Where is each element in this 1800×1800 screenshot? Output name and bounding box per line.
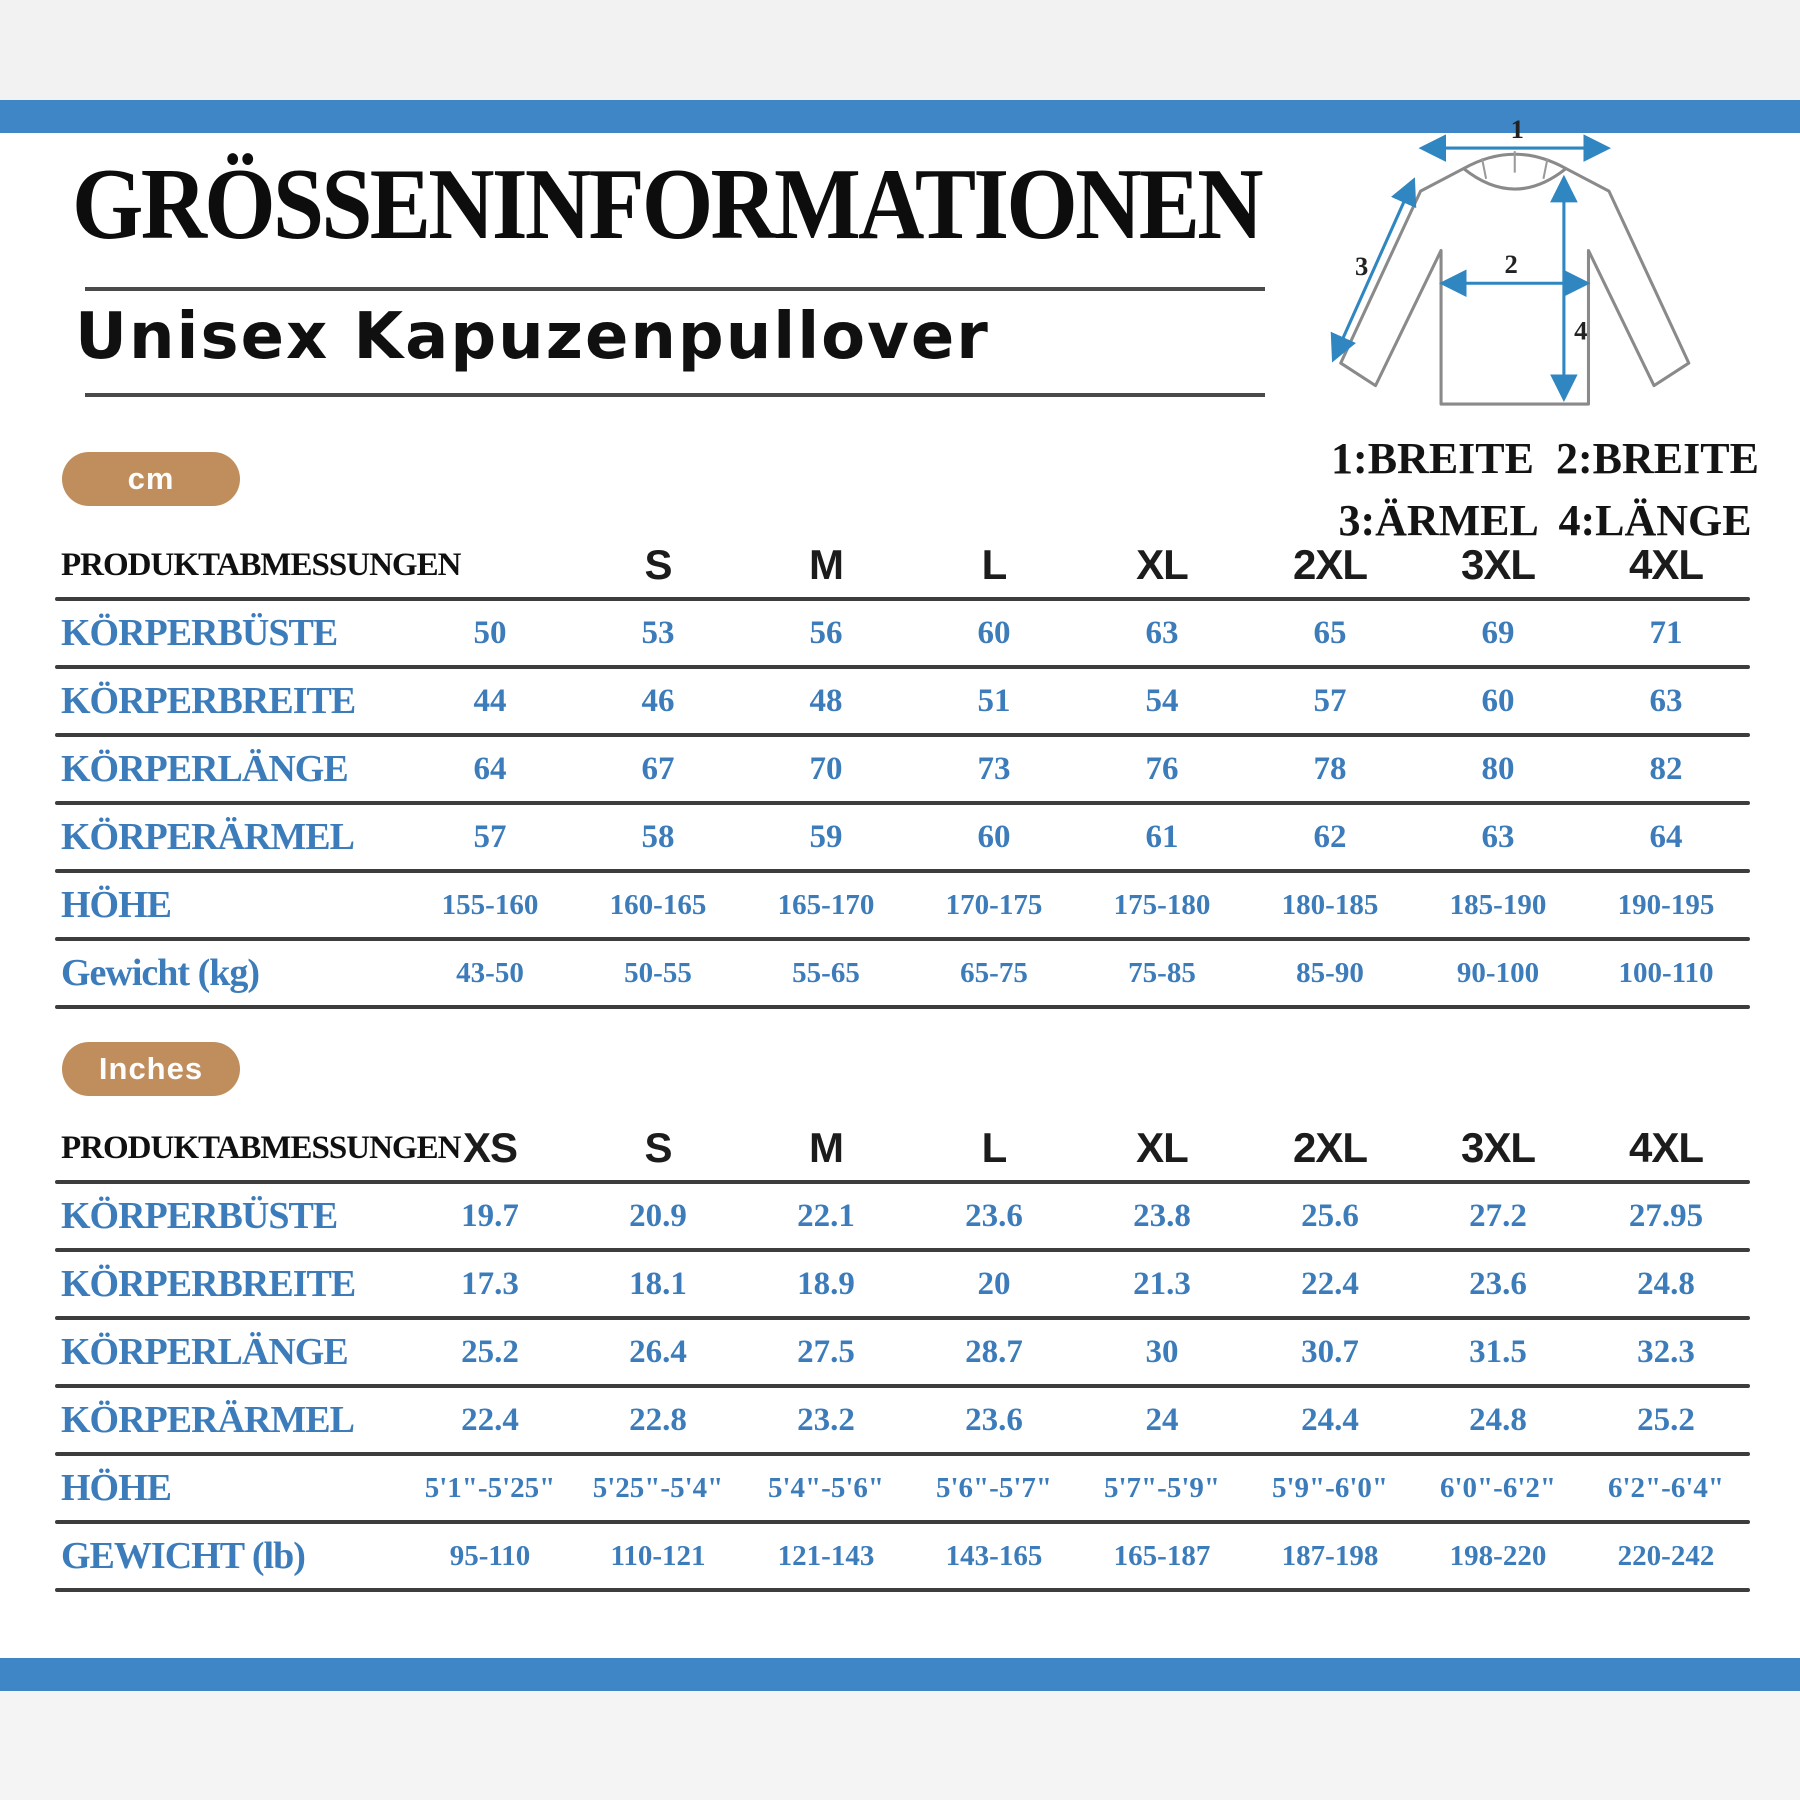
size-column-header: 2XL xyxy=(1292,1124,1368,1171)
page-title: GRÖSSENINFORMATIONEN xyxy=(72,148,1261,261)
cell-value: 17.3 xyxy=(461,1265,519,1302)
cell-value: 53 xyxy=(641,614,675,651)
cell-value: 63 xyxy=(1649,682,1683,719)
cell-value: 190-195 xyxy=(1617,888,1715,921)
row-label: KÖRPERBREITE xyxy=(61,1263,356,1305)
cell-value: 18.9 xyxy=(797,1265,855,1302)
table-row xyxy=(55,601,1750,665)
cell-value: 70 xyxy=(809,750,843,787)
cell-value: 60 xyxy=(977,818,1011,855)
cell-value: 24.8 xyxy=(1637,1265,1695,1302)
cell-value: 22.1 xyxy=(797,1197,855,1234)
cell-value: 50 xyxy=(473,614,507,651)
cm-size-table xyxy=(55,533,1750,1009)
cell-value: 23.6 xyxy=(965,1197,1023,1234)
cell-value: 65 xyxy=(1313,614,1347,651)
top-gray-band xyxy=(0,0,1800,100)
marker-1-label: 1 xyxy=(1510,118,1524,144)
row-label: KÖRPERLÄNGE xyxy=(61,748,348,790)
cell-value: 25.6 xyxy=(1301,1197,1359,1234)
marker-2-label: 2 xyxy=(1504,249,1518,279)
cell-value: 32.3 xyxy=(1637,1333,1695,1370)
cell-value: 185-190 xyxy=(1449,888,1547,921)
cell-value: 50-55 xyxy=(624,956,692,989)
bottom-accent-bar xyxy=(0,1658,1800,1691)
size-column-header xyxy=(406,533,574,597)
title-underline xyxy=(85,287,1265,291)
cell-value: 82 xyxy=(1649,750,1683,787)
cell-value: 160-165 xyxy=(609,888,707,921)
cell-value: 64 xyxy=(1649,818,1683,855)
table-row xyxy=(55,669,1750,733)
column-header-label: PRODUKTABMESSUNGEN xyxy=(61,546,461,583)
table-row xyxy=(55,805,1750,869)
row-label: KÖRPERLÄNGE xyxy=(61,1331,348,1373)
cell-value: 20 xyxy=(977,1265,1011,1302)
cell-value: 30 xyxy=(1145,1333,1179,1370)
cell-value: 60 xyxy=(977,614,1011,651)
row-label: Gewicht (kg) xyxy=(61,952,260,994)
cell-value: 63 xyxy=(1145,614,1179,651)
cell-value: 46 xyxy=(641,682,675,719)
size-column-header: 4XL xyxy=(1628,541,1704,588)
table-row xyxy=(55,1388,1750,1452)
cell-value: 76 xyxy=(1145,750,1179,787)
cell-value: 25.2 xyxy=(461,1333,519,1370)
cell-value: 5'1"-5'25" xyxy=(424,1471,556,1504)
cell-value: 85-90 xyxy=(1296,956,1364,989)
cell-value: 21.3 xyxy=(1133,1265,1191,1302)
table-row xyxy=(55,1320,1750,1384)
row-separator xyxy=(55,1588,1750,1592)
size-column-header: S xyxy=(644,1124,672,1171)
table-row xyxy=(55,1252,1750,1316)
cell-value: 23.6 xyxy=(965,1401,1023,1438)
unit-badge-cm: cm xyxy=(62,452,240,506)
shirt-outline xyxy=(1341,169,1689,404)
size-column-header: XL xyxy=(1136,1124,1188,1171)
row-label: KÖRPERBÜSTE xyxy=(61,612,338,654)
diagram-legend-line2: 3:ÄRMEL 4:LÄNGE xyxy=(1338,496,1752,545)
table-row xyxy=(55,737,1750,801)
size-column-header: L xyxy=(981,541,1007,588)
cell-value: 5'7"-5'9" xyxy=(1104,1471,1220,1504)
cell-value: 69 xyxy=(1481,614,1515,651)
cell-value: 23.6 xyxy=(1469,1265,1527,1302)
cell-value: 121-143 xyxy=(777,1539,875,1572)
cell-value: 165-170 xyxy=(777,888,875,921)
size-column-header: 4XL xyxy=(1628,1124,1704,1171)
cell-value: 170-175 xyxy=(945,888,1043,921)
row-label: KÖRPERBÜSTE xyxy=(61,1195,338,1237)
table-row xyxy=(55,1456,1750,1520)
cell-value: 64 xyxy=(473,750,507,787)
cell-value: 67 xyxy=(641,750,675,787)
cell-value: 57 xyxy=(1313,682,1347,719)
row-separator xyxy=(55,1005,1750,1009)
cell-value: 78 xyxy=(1313,750,1347,787)
cell-value: 5'4"-5'6" xyxy=(768,1471,884,1504)
cell-value: 59 xyxy=(809,818,843,855)
hoodie-measurement-diagram xyxy=(1310,118,1740,428)
cell-value: 43-50 xyxy=(456,956,524,989)
cell-value: 90-100 xyxy=(1456,956,1540,989)
column-header-label: PRODUKTABMESSUNGEN xyxy=(61,1129,461,1166)
size-column-header: 3XL xyxy=(1460,1124,1536,1171)
cell-value: 155-160 xyxy=(441,888,539,921)
row-label: GEWICHT (lb) xyxy=(61,1535,305,1577)
cell-value: 62 xyxy=(1313,818,1347,855)
cell-value: 143-165 xyxy=(945,1539,1043,1572)
cell-value: 6'2"-6'4" xyxy=(1608,1471,1724,1504)
cell-value: 56 xyxy=(809,614,843,651)
cell-value: 175-180 xyxy=(1113,888,1211,921)
cell-value: 220-242 xyxy=(1617,1539,1715,1572)
cell-value: 187-198 xyxy=(1281,1539,1379,1572)
cell-value: 51 xyxy=(977,682,1011,719)
cell-value: 58 xyxy=(641,818,675,855)
cell-value: 27.95 xyxy=(1628,1197,1704,1234)
cell-value: 22.8 xyxy=(629,1401,687,1438)
cell-value: 24 xyxy=(1145,1401,1179,1438)
cell-value: 19.7 xyxy=(461,1197,519,1234)
marker-3-label: 3 xyxy=(1355,251,1369,282)
cell-value: 80 xyxy=(1481,750,1515,787)
row-label: KÖRPERÄRMEL xyxy=(61,816,354,858)
cell-value: 60 xyxy=(1481,682,1515,719)
cell-value: 20.9 xyxy=(629,1197,687,1234)
cell-value: 61 xyxy=(1145,818,1179,855)
cell-value: 198-220 xyxy=(1449,1539,1547,1572)
cell-value: 48 xyxy=(809,682,843,719)
cell-value: 180-185 xyxy=(1281,888,1379,921)
row-label: KÖRPERÄRMEL xyxy=(61,1399,354,1441)
cell-value: 23.8 xyxy=(1133,1197,1191,1234)
cell-value: 24.8 xyxy=(1469,1401,1527,1438)
unit-badge-inches: Inches xyxy=(62,1042,240,1096)
cell-value: 57 xyxy=(473,818,507,855)
table-header-row xyxy=(55,533,1750,597)
cell-value: 27.2 xyxy=(1469,1197,1527,1234)
inches-size-table xyxy=(55,1116,1750,1592)
table-row xyxy=(55,1524,1750,1588)
cell-value: 26.4 xyxy=(629,1333,687,1370)
cell-value: 44 xyxy=(473,682,507,719)
row-label: HÖHE xyxy=(61,1467,172,1509)
table-row xyxy=(55,873,1750,937)
row-label: KÖRPERBREITE xyxy=(61,680,356,722)
cell-value: 30.7 xyxy=(1301,1333,1359,1370)
cell-value: 95-110 xyxy=(449,1539,531,1572)
cell-value: 100-110 xyxy=(1618,956,1714,989)
cell-value: 165-187 xyxy=(1113,1539,1211,1572)
cell-value: 75-85 xyxy=(1128,956,1196,989)
cell-value: 31.5 xyxy=(1469,1333,1527,1370)
cell-value: 5'25"-5'4" xyxy=(592,1471,724,1504)
diagram-legend-line1: 1:BREITE 2:BREITE xyxy=(1331,434,1759,483)
cell-value: 6'0"-6'2" xyxy=(1440,1471,1556,1504)
size-column-header: 2XL xyxy=(1292,541,1368,588)
size-column-header: 3XL xyxy=(1460,541,1536,588)
size-column-header: L xyxy=(981,1124,1007,1171)
bottom-gray-band xyxy=(0,1691,1800,1800)
cell-value: 71 xyxy=(1649,614,1683,651)
product-subtitle: Unisex Kapuzenpullover xyxy=(75,300,990,374)
cell-value: 22.4 xyxy=(1301,1265,1359,1302)
cell-value: 5'6"-5'7" xyxy=(936,1471,1052,1504)
cell-value: 25.2 xyxy=(1637,1401,1695,1438)
cell-value: 18.1 xyxy=(629,1265,687,1302)
cell-value: 22.4 xyxy=(461,1401,519,1438)
cell-value: 28.7 xyxy=(965,1333,1023,1370)
size-column-header: M xyxy=(809,541,843,588)
cell-value: 55-65 xyxy=(792,956,860,989)
subtitle-underline xyxy=(85,393,1265,397)
table-header-row xyxy=(55,1116,1750,1180)
cell-value: 23.2 xyxy=(797,1401,855,1438)
marker-4-label: 4 xyxy=(1574,315,1588,346)
size-column-header: XS xyxy=(462,1124,518,1171)
cell-value: 110-121 xyxy=(610,1539,706,1572)
cell-value: 24.4 xyxy=(1301,1401,1359,1438)
cell-value: 27.5 xyxy=(797,1333,855,1370)
size-column-header: XL xyxy=(1136,541,1188,588)
table-row xyxy=(55,941,1750,1005)
size-column-header: S xyxy=(644,541,672,588)
table-row xyxy=(55,1184,1750,1248)
cell-value: 63 xyxy=(1481,818,1515,855)
row-label: HÖHE xyxy=(61,884,172,926)
size-column-header: M xyxy=(809,1124,843,1171)
cell-value: 5'9"-6'0" xyxy=(1272,1471,1388,1504)
cell-value: 65-75 xyxy=(960,956,1028,989)
collar-rib xyxy=(1482,151,1548,179)
cell-value: 54 xyxy=(1145,682,1179,719)
cell-value: 73 xyxy=(977,750,1011,787)
